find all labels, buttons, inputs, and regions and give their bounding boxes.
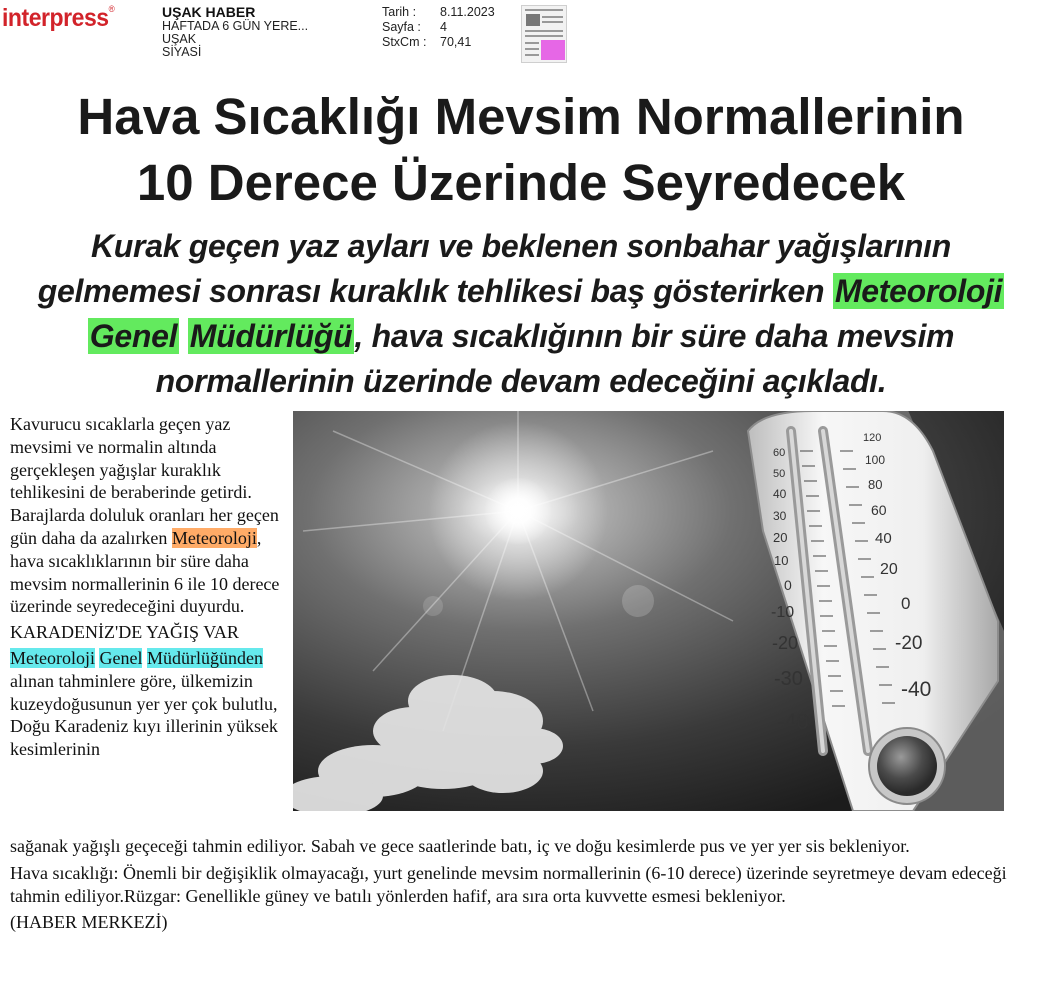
article-continuation: [10, 835, 1030, 938]
article-paragraph-2: [10, 647, 290, 761]
deck-text-2: , hava sıcaklığının bir süre daha mevsim normallerinin üzerinde devam edeceğini açıkladı.: [155, 318, 955, 399]
p1-highlight-meteoroloji: Meteoroloji: [171, 527, 257, 548]
left-scale-label: 0: [784, 577, 792, 593]
left-scale-label: 40: [773, 487, 787, 501]
thumbnail-article-highlight: [541, 40, 565, 60]
left-scale-label: -10: [771, 604, 795, 621]
right-scale-label: 60: [871, 502, 887, 518]
left-scale-label: -40: [777, 709, 809, 734]
logo-registered-mark: ®: [108, 4, 115, 14]
deck: [10, 224, 1032, 404]
meta-stxcm-label: StxCm :: [382, 35, 427, 49]
left-scale-label: -20: [772, 633, 799, 653]
p2-highlight-mudurlugunden: Müdürlüğünden: [146, 647, 263, 668]
page-thumbnail[interactable]: [521, 5, 567, 63]
article-signature: (HABER MERKEZİ): [10, 912, 168, 933]
deck-highlight-genel: Genel: [89, 318, 178, 354]
photo-illustration: [293, 411, 1004, 811]
left-scale-label: -30: [774, 668, 803, 690]
article-paragraph-1: [10, 413, 290, 618]
article-subheading: KARADENİZ'DE YAĞIŞ VAR: [10, 622, 239, 643]
publication-name: UŞAK HABER: [162, 4, 256, 20]
meta-date-label: Tarih :: [382, 5, 417, 19]
right-scale-label: 20: [880, 561, 898, 578]
headline: [0, 84, 1042, 216]
logo-press: press: [49, 4, 109, 32]
thermometer-sun-photo: [293, 411, 1004, 811]
meta-stxcm-value: 70,41: [440, 35, 472, 49]
p2-highlight-meteoroloji: Meteoroloji: [10, 647, 95, 668]
left-scale-label: 60: [773, 447, 786, 459]
p1-text-after: , hava sıcaklıklarının bir süre daha mevsim normallerinin 6 ile 10 derece üzerinde seyredeceğini duyurdu.: [10, 527, 280, 617]
clipping-meta: [382, 5, 495, 50]
publication-city: UŞAK: [162, 32, 197, 46]
deck-highlight-mudurlugu: Müdürlüğü: [189, 318, 353, 354]
meta-stxcm: [382, 35, 495, 50]
left-scale-label: 30: [773, 509, 787, 523]
left-scale-label: 20: [773, 530, 788, 545]
logo-inter: inter: [2, 4, 50, 32]
headline-line-1: Hava Sıcaklığı Mevsim Normallerinin: [77, 88, 965, 145]
right-scale-label: -40: [901, 678, 932, 701]
meta-page: [382, 20, 495, 35]
right-scale-label: 120: [863, 432, 882, 444]
headline-line-2: 10 Derece Üzerinde Seyredecek: [136, 154, 906, 211]
right-scale-label: 80: [868, 477, 883, 492]
right-scale-label: 0: [901, 594, 911, 613]
deck-highlight-meteoroloji: Meteoroloji: [834, 273, 1003, 309]
article-paragraph-2-continued: sağanak yağışlı geçeceği tahmin ediliyor. Sabah ve gece saatlerinde batı, iç ve doğu kesimlerde pus ve yer yer sis bekleniyor.: [10, 836, 910, 856]
p2-text: alınan tahminlere göre, ülkemizin kuzeydoğusunun yer yer çok bulutlu, Doğu Karadeniz kıyı illerinin yüksek kesimlerinin: [10, 670, 278, 760]
publication-info: [162, 5, 308, 59]
right-scale-label: 100: [865, 453, 886, 467]
left-scale-label: 10: [774, 553, 789, 568]
meta-page-label: Sayfa :: [382, 20, 421, 34]
left-scale-label: 50: [773, 468, 786, 480]
right-scale-label: 40: [875, 530, 892, 547]
p1-text-before: Kavurucu sıcaklarla geçen yaz mevsimi ve normalin altında gerçekleşen yağışlar kuraklık tehlikesini de beraberinde getirdi. Barajlarda doluluk oranları her geçen gün daha da azalırken: [10, 414, 279, 548]
p2-highlight-genel: Genel: [99, 647, 143, 668]
thermometer-bulb: [877, 736, 937, 796]
deck-text-1: Kurak geçen yaz ayları ve beklenen sonbahar yağışlarının gelmemesi sonrası kuraklık tehlikesi baş gösterirken: [37, 228, 952, 309]
sun: [484, 477, 552, 545]
publication-frequency: HAFTADA 6 GÜN YERE...: [162, 19, 309, 33]
meta-date: [382, 5, 495, 20]
interpress-logo: [2, 4, 114, 33]
article-column: [10, 413, 290, 761]
meta-date-value: 8.11.2023: [440, 5, 495, 19]
meta-page-value: 4: [440, 20, 447, 34]
article-paragraph-3: Hava sıcaklığı: Önemli bir değişiklik olmayacağı, yurt genelinde mevsim normallerinin (6-10 derece) üzerinde seyretmeye devam edeceği tahmin ediliyor.Rüzgar: Genellikle güney ve batılı yönlerden hafif, ara sıra orta kuvvette esmesi bekleniyor.: [10, 862, 1007, 906]
publication-category: SİYASİ: [162, 45, 202, 59]
right-scale-label: -20: [895, 633, 923, 654]
